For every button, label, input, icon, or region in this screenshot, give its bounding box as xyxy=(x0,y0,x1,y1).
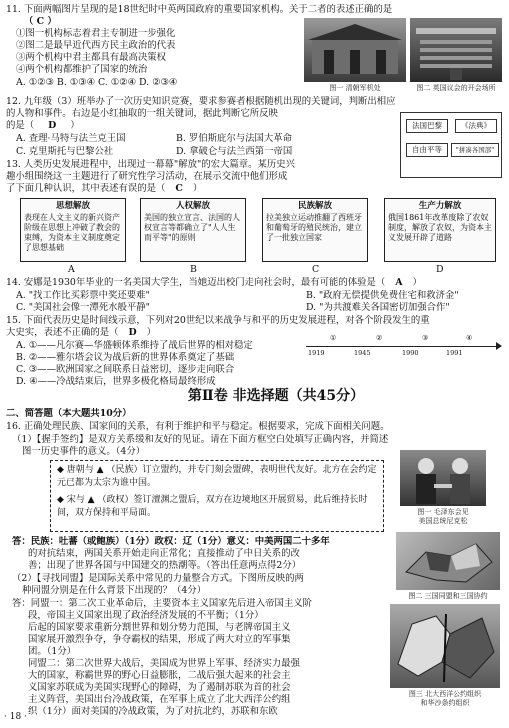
q12-line2: 的人物和事件。右边是小红抽取的一组关键词，据此判断它所反映 xyxy=(6,108,278,119)
answer-line9: 同盟二：第二次世界大战后，美国成为世界上军事、经济实力最强 xyxy=(28,658,300,669)
exam-page xyxy=(6,4,503,724)
box-item-1: ◆ 唐朝与 ▲ （民族）订立盟约，并专门刻会盟碑，表明世代友好。北方在会约定元已都为太宗为谁中国。 xyxy=(57,465,377,489)
figure-handshake xyxy=(400,450,486,506)
q13-letter-c: C xyxy=(312,264,320,275)
q13-letter-d: D xyxy=(436,264,444,275)
q12-line3: 的是（ D ） xyxy=(6,120,80,131)
figure-alliances-map xyxy=(396,532,500,590)
q16-line1: 16. 正确处理民族、国家间的关系，有利于维护和平与稳定。根据要求，完成下面相关问题。 xyxy=(6,421,390,432)
timeline-year-4: 1991 xyxy=(446,349,463,357)
answer-line8: 团。（1分） xyxy=(28,646,77,657)
box-text: 俄国1861年改革废除了农奴制度，解放了农奴，为资本主义发展开辟了道路 xyxy=(388,212,492,242)
page-number: · 18 · xyxy=(4,712,27,723)
q12-option-c: C. 克里斯托与巴黎公社 xyxy=(16,146,114,157)
caption-figure3a: 图一 毛泽东会见 xyxy=(417,508,469,516)
q12-option-b: B. 罗伯斯庇尔与法国大革命 xyxy=(176,133,292,144)
q11-option-2: ②图二是最早近代西方民主政治的代表 xyxy=(16,40,176,51)
q14-option-c: C. "美国社会像一潭死水般平静" xyxy=(16,302,150,313)
q11-option-1: ①图一机构标志着君主专制进一步强化 xyxy=(16,28,176,39)
box-title: 民族解放 xyxy=(297,201,332,211)
q16-part1-line1: （1）【握手签约】是双方关系缓和友好的见证。请在下面方框空白处填写正确内容，并简述 xyxy=(12,434,389,445)
caption-figure2: 图二 英国议会的开会场所 xyxy=(416,84,496,92)
q11-stem: 11. 下面两幅图片呈现的是18世纪时中英两国政府的重要国家机构。关于二者的表述正确的是 xyxy=(6,4,393,15)
timeline-arrow-icon xyxy=(496,342,502,350)
part2-title: 第Ⅱ卷 非选择题（共45分） xyxy=(187,388,365,404)
q16-part2-line1: （2）【寻找同盟】是国际关系中常见的力量整合方式。下图所反映的两 xyxy=(12,573,304,584)
q11-option-4: ④两个机构都维护了国家的统治 xyxy=(16,64,148,75)
timeline-year-2: 1945 xyxy=(354,349,371,357)
answer-line5: 段，帝国主义国家出现了政治经济发展的不平衡；（1分） xyxy=(28,610,264,621)
q12-option-d: D. 拿破仑与法兰西第一帝国 xyxy=(176,146,293,157)
q15-option-c: C. ③——欧洲国家之间联系日益密切，逐步走向联合 xyxy=(16,364,235,375)
q13-box-thought xyxy=(20,198,126,262)
q13-box-nation xyxy=(262,198,368,262)
box-title: 人权解放 xyxy=(175,201,210,211)
q12-option-a: A. 查理·马特与法兰克王国 xyxy=(16,133,126,144)
caption-figure1: 图一 清朝军机处 xyxy=(329,84,381,92)
timeline-mark-1: ① xyxy=(330,334,337,342)
q15-line1: 15. 下面代表历史是时间线示意，下列对20世纪以来战争与和平的历史发展进程，对各个阶段发生的重 xyxy=(6,315,430,326)
box-title: 生产力解放 xyxy=(418,201,462,211)
q13-line3: 了下面几种认识，其中表述有误的是（ C ） xyxy=(6,183,203,194)
q13-box-human-rights xyxy=(140,198,246,262)
timeline-mark-2: ② xyxy=(376,334,383,342)
answer-line4: 答：同盟一：第二次工业革命后，主要资本主义国家先后进入帝国主义阶 xyxy=(12,598,313,609)
answer-line7: 国家展开激烈争夺，争夺霸权的结果，形成了两大对立的军事集 xyxy=(28,634,291,645)
q16-part1-line2: 图一历史事件的意义。（4分） xyxy=(22,446,146,457)
q14-option-d: D. "为共渡难关各国密切加强合作" xyxy=(306,302,450,313)
q11-choices: A. ①②③ B. ①③④ C. ①②④ D. ②③④ xyxy=(16,77,178,88)
caption-figure4: 图二 三国同盟和三国协约 xyxy=(408,592,488,600)
q16-dashed-box xyxy=(50,460,384,532)
q13-line1: 13. 人类历史发展进程中，出现过一幕幕"解放"的宏大篇章。某历史兴 xyxy=(6,159,296,170)
q13-line2: 趣小组围绕这一主题进行了研究性学习活动，在展示交流中他们形成 xyxy=(6,171,288,182)
q11-option-3: ③两个机构中君主都具有最高决策权 xyxy=(16,52,167,63)
box-title: 思想解放 xyxy=(55,201,90,211)
answer-line6: 后起的国家要求重新分割世界和划分势力范围，与老牌帝国主义 xyxy=(28,622,291,633)
box-text: 拉美独立运动推翻了西班牙和葡萄牙的殖民统治，建立了一批独立国家 xyxy=(266,212,362,242)
keyword-4: "拼凑各国部" xyxy=(451,143,499,157)
q16-part2-line2: 种同盟分别是在什么背景下出现的？（4分） xyxy=(22,585,207,596)
q13-letter-b: B xyxy=(190,264,197,275)
section-title: 二、简答题（本大题共10分） xyxy=(6,408,132,419)
q15-option-b: B. ②——雅尔塔会议为战后新的世界体系奠定了基础 xyxy=(16,352,235,363)
caption-figure5b: 和华沙条约组织 xyxy=(420,699,470,707)
q13-box-productivity xyxy=(384,198,496,262)
q14-option-a: A. "找工作比买彩票中奖还要难" xyxy=(16,290,150,301)
timeline-mark-3: ③ xyxy=(422,334,429,342)
keyword-3: 自由平等 xyxy=(406,143,448,157)
timeline-mark-4: ④ xyxy=(466,334,473,342)
timeline-year-3: 1990 xyxy=(402,349,419,357)
caption-figure3b: 美国总统尼克松 xyxy=(418,517,468,525)
keyword-1: 法国巴黎 xyxy=(406,119,448,133)
answer-line12: 主义阵营，美国出台冷战政策，在军事上成立了北大西洋公约组 xyxy=(28,694,291,705)
box-text: 表现在人文主义的新兴资产阶级在思想上冲破了教会的束缚，为资本主义制度奠定了思想基础 xyxy=(24,212,120,252)
q14-line1: 14. 安娜是1930年毕业的一名美国大学生，当她迈出校门走向社会时，最有可能的体验是（ A ） xyxy=(6,277,422,288)
answer-line10: 大的国家，称霸世界的野心日益膨胀，二战后强大起来的社会主 xyxy=(28,670,291,681)
timeline-year-1: 1919 xyxy=(308,349,325,357)
q15-option-d: D. ④——冷战结束后，世界多极化格局最终形成 xyxy=(16,376,216,387)
answer-line13: 织（1分）面对美国的冷战政策，为了对抗北约，苏联和东欧 xyxy=(28,706,278,717)
keyword-2: 《法典》 xyxy=(455,119,497,133)
timeline-axis xyxy=(306,346,498,347)
q15-timeline xyxy=(306,334,502,360)
figure-nato-warsaw-map xyxy=(390,604,500,688)
q12-line1: 12. 九年级（3）班举办了一次历史知识竞赛，要求参赛者根据随机出现的关键词，判断出相应 xyxy=(6,96,396,107)
q13-letter-a: A xyxy=(68,264,75,275)
answer-line1: 答：民族：吐蕃（或鲍族）（1分）政权：辽（1分）意义：中美两国二十多年 xyxy=(12,536,330,547)
box-text: 美国的独立宣言、法国的人权宣言等都确立了"人人生而平等"的原则 xyxy=(144,212,240,242)
answer-line3: 善；出现了世界各国与中国建交的热潮等。（答出任意两点得2分） xyxy=(28,560,302,571)
q15-option-a: A. ①——凡尔赛—华盛顿体系维持了战后世界的相对稳定 xyxy=(16,340,253,351)
q12-keyword-box xyxy=(400,112,502,178)
q15-line2: 大史实，表述不正确的是（ D ） xyxy=(6,327,157,338)
answer-line11: 义国家苏联成为美国实现野心的障碍，为了遏制苏联为首的社会 xyxy=(28,682,291,693)
answer-line2: 的对抗结束，两国关系开始走向正常化；直接推动了中日关系的改 xyxy=(28,548,300,559)
q11-answer: （ C ） xyxy=(24,16,57,27)
q14-option-b: B. "政府无偿提供免费住宅和救济金" xyxy=(306,290,459,301)
caption-figure5a: 图三 北大西洋公约组织 xyxy=(408,690,482,698)
figure-military-office xyxy=(304,18,406,82)
figure-parliament xyxy=(410,18,502,82)
box-item-2: ◆ 宋与 ▲ （政权）签订澶渊之盟后，双方在边境地区开展贸易，此后维持长时间，双方保持和平局面。 xyxy=(57,495,368,519)
